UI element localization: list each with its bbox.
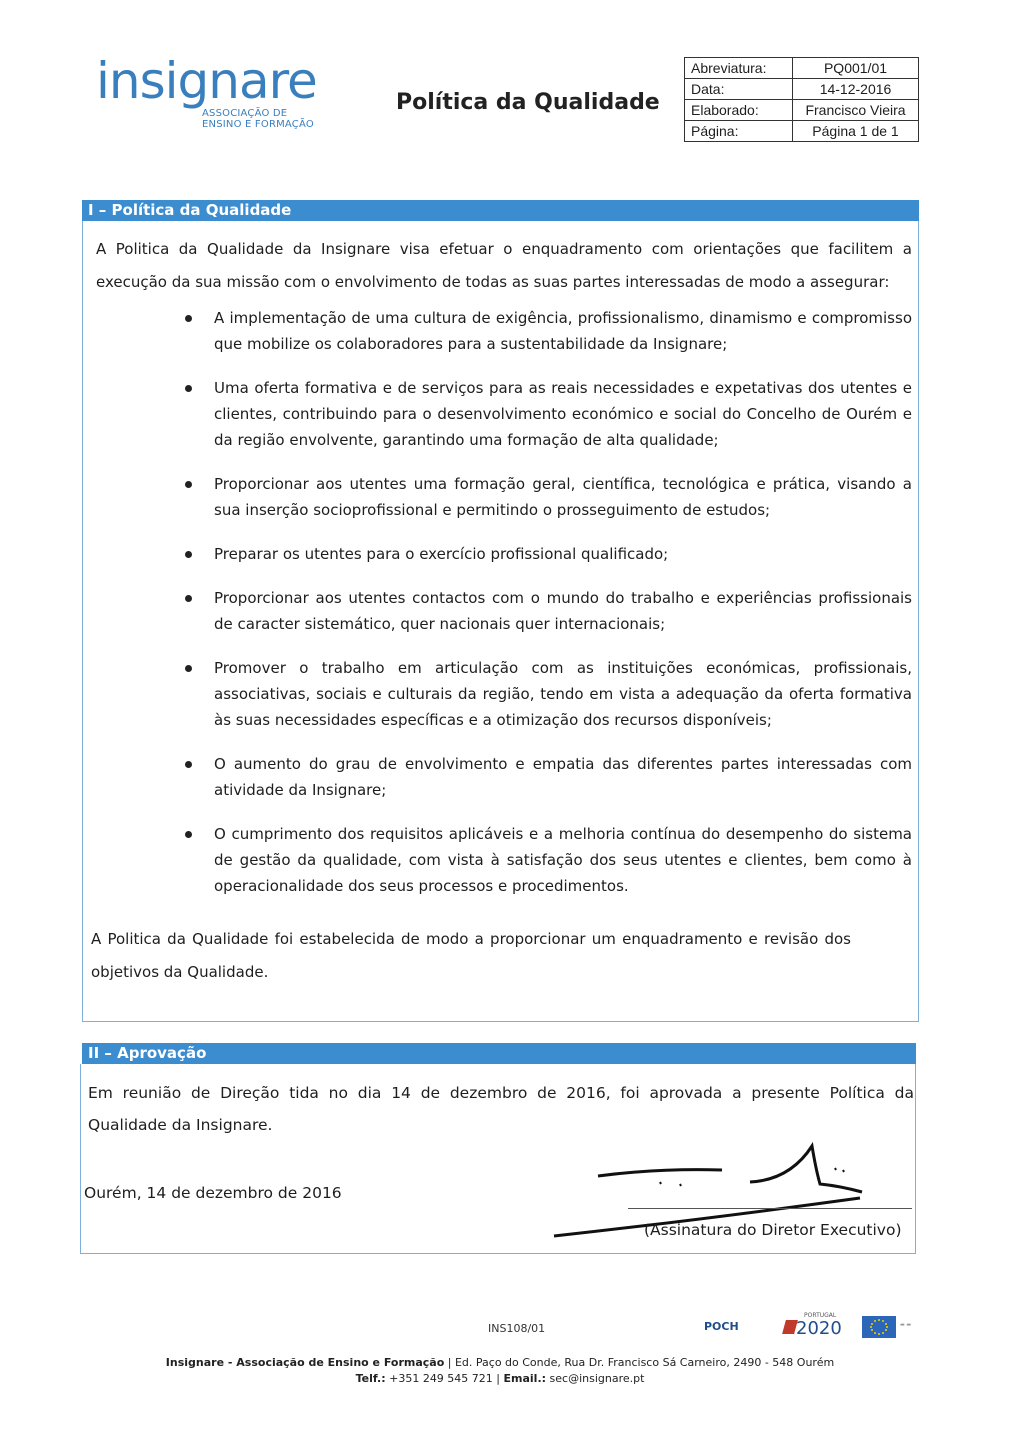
section1-closing: A Politica da Qualidade foi estabelecida de modo a proporcionar um enquadramento e revisão dos objetivos da Qualidade.: [91, 930, 851, 981]
poch-logo: POCH: [704, 1320, 739, 1333]
list-item: [170, 305, 912, 357]
footer-tel: +351 249 545 721 |: [385, 1372, 504, 1385]
meta-key-data: Data:: [685, 79, 793, 100]
meta-key-elaborado: Elaborado:: [685, 100, 793, 121]
reference-code: INS108/01: [488, 1322, 546, 1335]
bullet-icon: [185, 595, 192, 602]
meta-value-pagina: Página 1 de 1: [793, 121, 919, 142]
meta-value-abreviatura: PQ001/01: [793, 58, 919, 79]
meta-value-elaborado: Francisco Vieira: [793, 100, 919, 121]
section1-heading: I – Política da Qualidade: [82, 200, 919, 221]
bullet-icon: [185, 551, 192, 558]
portugal-2020-small-label: PORTUGAL: [804, 1312, 837, 1319]
logo-subtitle-line2: ENSINO E FORMAÇÃO: [202, 119, 314, 130]
insignare-logo: [96, 52, 326, 130]
list-item-text: A implementação de uma cultura de exigência, profissionalismo, dinamismo e compromisso que mobilize os colaboradores para a sustentabilidade da Insignare;: [214, 309, 912, 353]
bullet-icon: [185, 831, 192, 838]
meta-value-data: 14-12-2016: [793, 79, 919, 100]
place-date: Ourém, 14 de dezembro de 2016: [84, 1184, 342, 1202]
section1-intro: A Politica da Qualidade da Insignare visa efetuar o enquadramento com orientações que facilitem a execução da sua missão com o envolvimento de todas as suas partes interessadas de modo a assegurar:: [96, 240, 912, 291]
footer-email-label: Email.:: [503, 1372, 547, 1385]
signature-line: [628, 1208, 912, 1209]
bullet-icon: [185, 315, 192, 322]
footer-address: [0, 1356, 1000, 1369]
bullet-icon: [185, 761, 192, 768]
logo-wordmark: insignare: [96, 52, 317, 110]
eu-flag-icon: [862, 1316, 896, 1338]
meta-row: [685, 100, 919, 121]
footer-org-name: Insignare - Associação de Ensino e Formação: [165, 1356, 445, 1369]
list-item-text: O aumento do grau de envolvimento e empatia das diferentes partes interessadas com atividade da Insignare;: [214, 755, 912, 799]
footer-address-text: | Ed. Paço do Conde, Rua Dr. Francisco Sá Carneiro, 2490 - 548 Ourém: [444, 1356, 835, 1369]
footer-contacts: [0, 1372, 1000, 1385]
list-item-text: Proporcionar aos utentes contactos com o mundo do trabalho e experiências profissionais de caracter sistemático, quer nacionais quer internacionais;: [214, 589, 912, 633]
meta-row: [685, 121, 919, 142]
funding-logos: [704, 1312, 934, 1342]
list-item: [170, 821, 912, 899]
bullet-icon: [185, 385, 192, 392]
list-item: [170, 751, 912, 803]
bullet-icon: [185, 481, 192, 488]
list-item: [170, 655, 912, 733]
list-item: [170, 375, 912, 453]
meta-row: [685, 79, 919, 100]
signature-label: (Assinatura do Diretor Executivo): [644, 1221, 902, 1239]
list-item-text: Preparar os utentes para o exercício profissional qualificado;: [214, 545, 669, 563]
eu-small-text-icon: ▬ ▬: [900, 1322, 912, 1328]
list-item-text: O cumprimento dos requisitos aplicáveis e a melhoria contínua do desempenho do sistema de gestão da qualidade, com vista à satisfação dos seus utentes e clientes, bem como à operacionalidade dos seus processos e procedimentos.: [214, 825, 912, 895]
list-item-text: Proporcionar aos utentes uma formação geral, científica, tecnológica e prática, visando a sua inserção socioprofissional e permitindo o prosseguimento de estudos;: [214, 475, 912, 519]
approval-text: Em reunião de Direção tida no dia 14 de dezembro de 2016, foi aprovada a presente Política da Qualidade da Insignare.: [88, 1084, 914, 1134]
meta-key-abreviatura: Abreviatura:: [685, 58, 793, 79]
section2-heading: II – Aprovação: [82, 1043, 916, 1064]
document-metadata-table: [684, 57, 919, 142]
footer-email: sec@insignare.pt: [546, 1372, 645, 1385]
policy-list: [170, 305, 912, 917]
meta-row: [685, 58, 919, 79]
list-item-text: Promover o trabalho em articulação com as instituições económicas, profissionais, associativas, sociais e culturais da região, tendo em vista a adequação da oferta formativa às suas necessidades específicas e a otimização dos recursos disponíveis;: [214, 659, 912, 729]
document-title: Política da Qualidade: [396, 90, 660, 115]
logo-subtitle-line1: ASSOCIAÇÃO DE: [202, 108, 288, 119]
list-item: [170, 541, 912, 567]
bullet-icon: [185, 665, 192, 672]
list-item-text: Uma oferta formativa e de serviços para as reais necessidades e expetativas dos utentes e clientes, contribuindo para o desenvolvimento económico e social do Concelho de Ourém e da região envolvente, garantindo uma formação de alta qualidade;: [214, 379, 912, 449]
footer-tel-label: Telf.:: [355, 1372, 386, 1385]
portugal-2020-logo: 2020: [796, 1318, 842, 1339]
list-item: [170, 471, 912, 523]
meta-key-pagina: Página:: [685, 121, 793, 142]
list-item: [170, 585, 912, 637]
